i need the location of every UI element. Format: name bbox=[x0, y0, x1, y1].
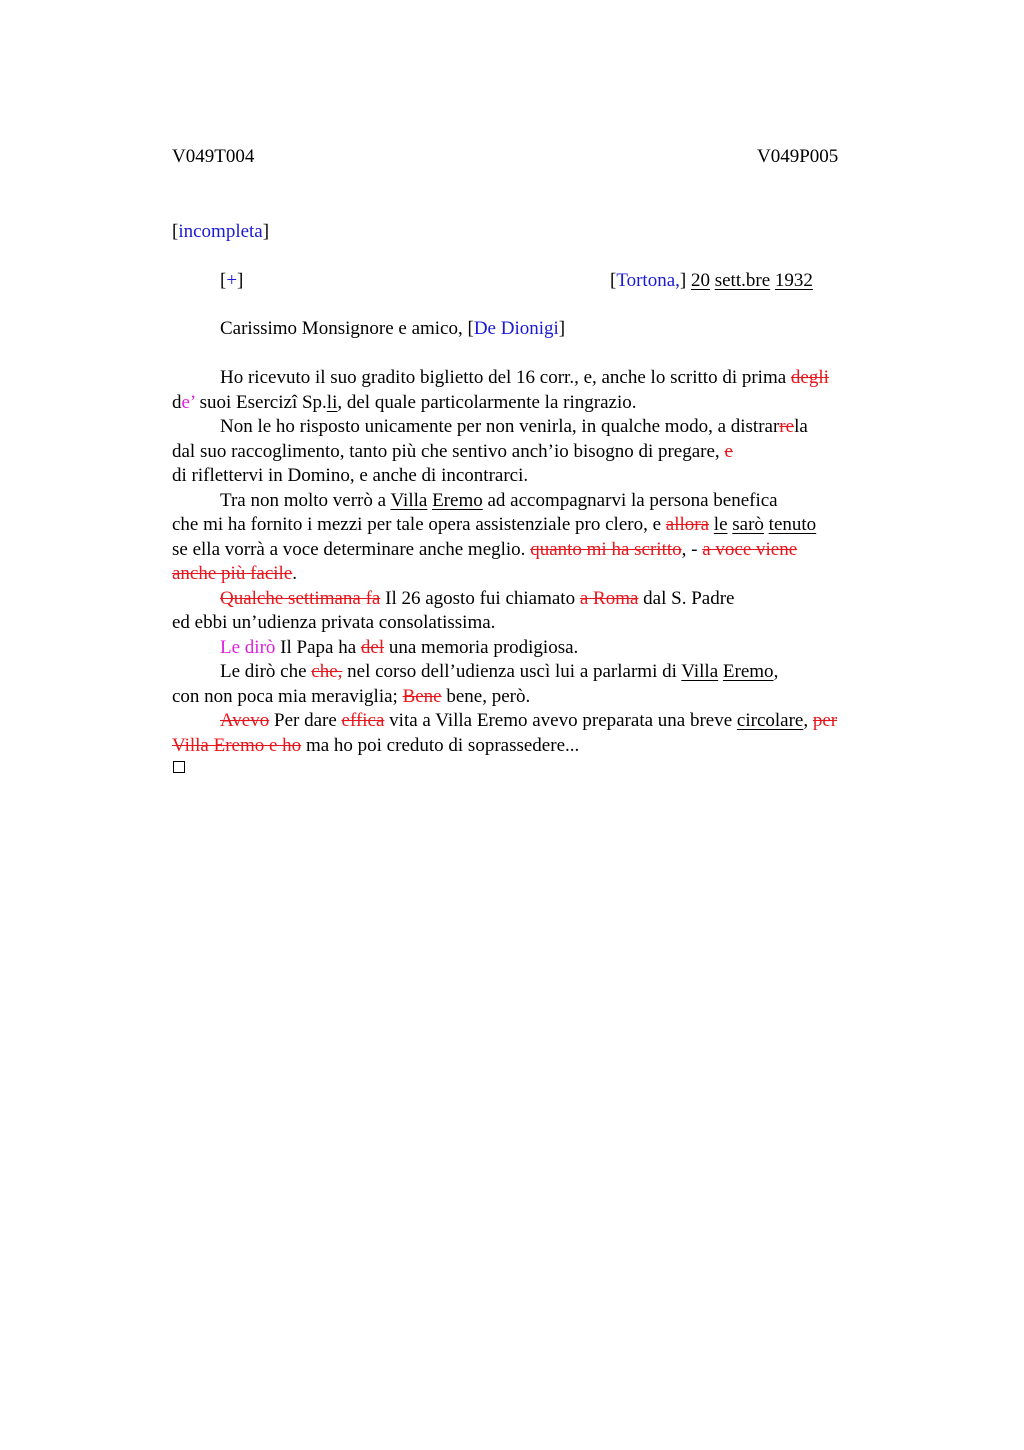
deletion: per bbox=[812, 710, 838, 731]
text-line: Le dirò Il Papa ha del una memoria prodigiosa. bbox=[220, 636, 579, 658]
deletion: e bbox=[724, 440, 733, 462]
text-line: Non le ho risposto unicamente per non venirla, in qualche modo, a distrarrela bbox=[220, 416, 808, 437]
deletion: re bbox=[779, 416, 795, 437]
dateline-year: 1932 bbox=[774, 270, 813, 291]
end-of-text-box-icon bbox=[173, 761, 185, 773]
text-line: de’ suoi Esercizî Sp.li, del quale particolarmente la ringrazio. bbox=[172, 391, 637, 413]
text-line: Tra non molto verrò a Villa Eremo ad accompagnarvi la persona benefica bbox=[220, 489, 778, 511]
deletion: Qualche settimana fa bbox=[220, 587, 381, 609]
sign-mark: [+] bbox=[220, 270, 244, 291]
deletion: Bene bbox=[402, 685, 442, 707]
dateline: [Tortona,] 20 sett.bre 1932 bbox=[610, 270, 813, 291]
status-note-text: incompleta bbox=[178, 221, 263, 242]
text-line: Avevo Per dare effica vita a Villa Eremo avevo preparata una breve circolare, per bbox=[220, 710, 838, 731]
deletion: che, bbox=[311, 661, 343, 682]
document-code-left: V049T004 bbox=[172, 146, 255, 167]
deletion: a Roma bbox=[579, 587, 639, 609]
dateline-month: sett.bre bbox=[714, 270, 771, 291]
text-line: Qualche settimana fa Il 26 agosto fui chiamato a Roma dal S. Padre bbox=[220, 587, 735, 609]
deletion: del bbox=[360, 636, 385, 658]
deletion: Villa Eremo e ho bbox=[172, 734, 302, 756]
status-note: [incompleta] bbox=[172, 221, 270, 242]
deletion: a voce viene bbox=[702, 538, 798, 560]
text-line: ed ebbi un’udienza privata consolatissima. bbox=[172, 612, 496, 633]
text-line: con non poca mia meraviglia; Bene bene, però. bbox=[172, 685, 531, 707]
text-line: di riflettervi in Domino, e anche di incontrarci. bbox=[172, 465, 529, 486]
deletion: effica bbox=[341, 710, 385, 731]
deletion: Avevo bbox=[220, 710, 270, 731]
letter-text bbox=[172, 366, 837, 758]
text-line: che mi ha fornito i mezzi per tale opera assistenziale pro clero, e allora le sarò tenuto bbox=[172, 514, 817, 535]
dateline-day: 20 bbox=[690, 270, 710, 291]
text-line: anche più facile. bbox=[172, 563, 298, 584]
deletion: degli bbox=[790, 367, 829, 388]
salutation-name: De Dionigi bbox=[473, 318, 559, 339]
document-code-right: V049P005 bbox=[757, 146, 839, 167]
text-line: Ho ricevuto il suo gradito biglietto del 16 corr., e, anche lo scritto di prima degli bbox=[220, 367, 829, 388]
text-line: Villa Eremo e ho ma ho poi creduto di soprassedere... bbox=[172, 734, 580, 756]
deletion: allora bbox=[665, 514, 710, 535]
text-line: dal suo raccoglimento, tanto più che sentivo anch’io bisogno di pregare, e bbox=[172, 440, 733, 462]
deletion: quanto mi ha scritto bbox=[530, 538, 682, 560]
text-line: se ella vorrà a voce determinare anche meglio. quanto mi ha scritto, - a voce viene bbox=[172, 538, 798, 560]
dateline-place: Tortona, bbox=[616, 270, 680, 291]
text-line: Le dirò che che, nel corso dell’udienza uscì lui a parlarmi di Villa Eremo, bbox=[220, 661, 779, 682]
addition: Le dirò bbox=[220, 636, 276, 658]
addition: e’ bbox=[181, 391, 195, 413]
salutation: Carissimo Monsignore e amico, [De Dionigi] bbox=[220, 318, 566, 339]
deletion: anche più facile bbox=[172, 563, 293, 584]
